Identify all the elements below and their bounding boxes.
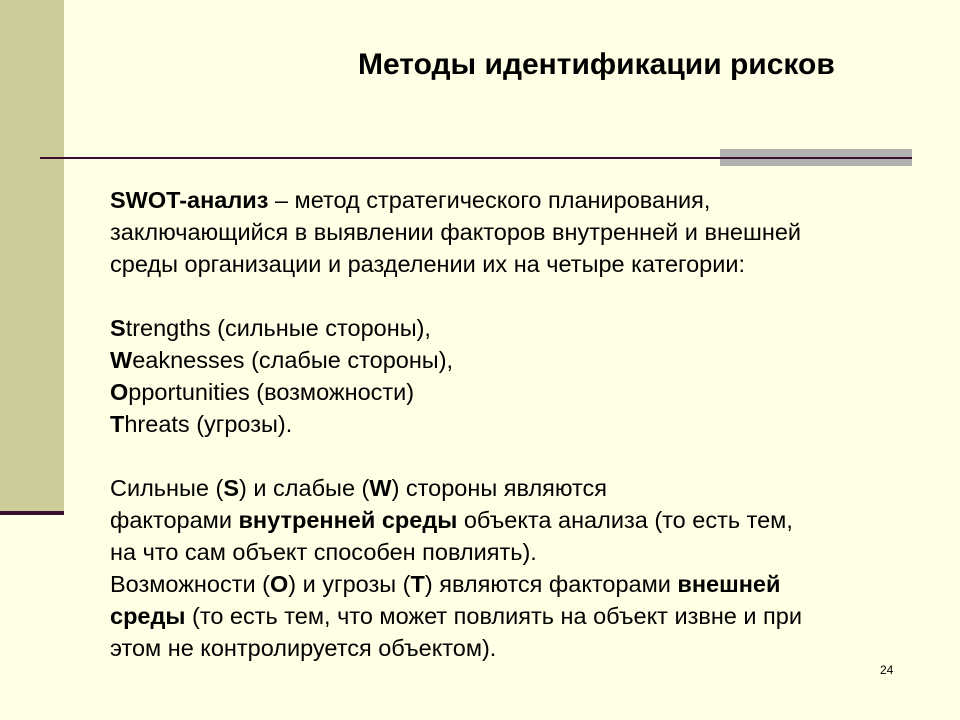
category-opportunities: Opportunities (возможности) <box>110 379 415 405</box>
definition-line-1: SWOT-анализ – метод стратегического планирования, <box>110 187 711 213</box>
slide-title: Методы идентификации рисков <box>358 48 835 81</box>
explanation-line-6: этом не контролируется объектом). <box>110 635 497 661</box>
page-number: 24 <box>880 663 894 677</box>
explanation-line-2: факторами внутренней среды объекта анализа (то есть тем, <box>110 507 793 533</box>
definition-line-2: заключающийся в выявлении факторов внутренней и внешней <box>110 219 802 245</box>
accent-bar-bottom <box>720 159 912 166</box>
category-threats: Threats (угрозы). <box>110 411 293 437</box>
explanation-line-3: на что сам объект способен повлиять). <box>110 539 537 565</box>
category-weaknesses: Weaknesses (слабые стороны), <box>110 347 454 373</box>
definition-term: SWOT-анализ <box>110 187 269 213</box>
definition-line-3: среды организации и разделении их на четыре категории: <box>110 251 746 277</box>
accent-bar-top <box>720 149 912 157</box>
sidebar-underline <box>0 511 64 515</box>
explanation-line-5: среды (то есть тем, что может повлиять на объект извне и при <box>110 603 802 629</box>
category-strengths: Strengths (сильные стороны), <box>110 315 431 341</box>
sidebar-decoration <box>0 0 64 511</box>
slide-body <box>110 184 930 664</box>
explanation-line-1: Сильные (S) и слабые (W) стороны являются <box>110 475 607 501</box>
explanation-line-4: Возможности (O) и угрозы (T) являются факторами внешней <box>110 571 781 597</box>
